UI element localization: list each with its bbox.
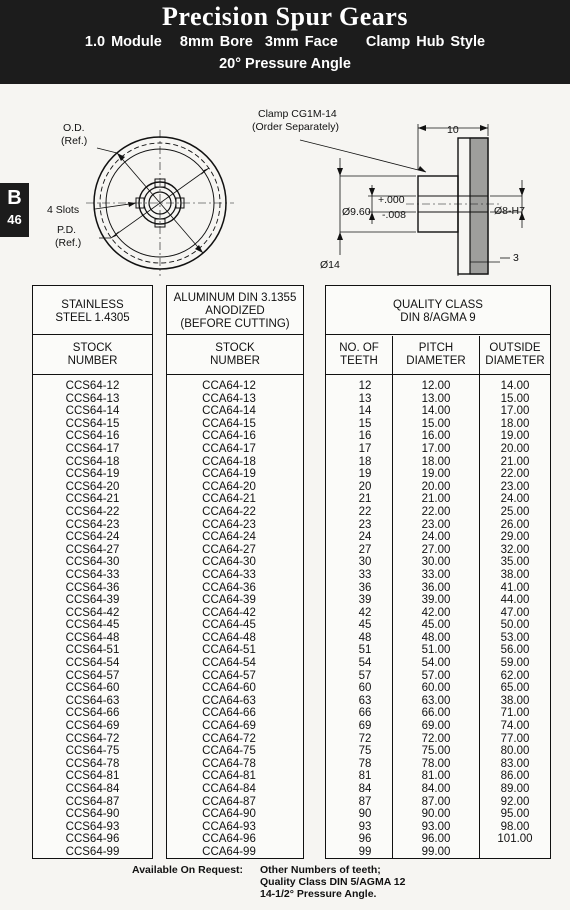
outside-diameter: 83.00 [500, 757, 530, 770]
pitch-diameter: 13.00 [421, 392, 451, 405]
aluminum-stock-number: CCA64-60 [202, 682, 256, 695]
stainless-col-line1: STOCK [72, 342, 113, 354]
stainless-stock-number: CCS64-54 [65, 657, 120, 670]
od-ref-label: (Ref.) [61, 135, 88, 147]
outside-diameter: 89.00 [500, 783, 530, 795]
aluminum-stock-number: CCA64-21 [202, 493, 256, 506]
outside-diameter: 38.00 [500, 568, 530, 581]
outside-diameter: 20.00 [500, 442, 530, 455]
stainless-title-line2: STEEL 1.4305 [55, 312, 130, 324]
outside-diameter: 53.00 [500, 631, 530, 644]
pitch-diameter: 45.00 [421, 619, 451, 632]
pitch-diameter: 78.00 [421, 757, 451, 770]
teeth-count: 72 [358, 732, 372, 745]
teeth-count: 13 [358, 392, 372, 405]
stainless-stock-number: CCS64-13 [65, 392, 120, 405]
pitch-diameter: 24.00 [421, 531, 451, 544]
outside-diameter: 29.00 [500, 531, 530, 544]
stainless-stock-number: CCS64-12 [65, 380, 120, 392]
pitch-diameter: 20.00 [421, 480, 451, 493]
stainless-stock-number: CCS64-45 [65, 619, 120, 632]
outside-diameter: 59.00 [500, 657, 530, 670]
pitch-diameter: 36.00 [421, 581, 451, 594]
aluminum-stock-number: CCA64-87 [202, 795, 256, 808]
aluminum-stock-number: CCA64-39 [202, 594, 256, 607]
side-view [300, 124, 522, 276]
pitch-diameter: 33.00 [421, 568, 451, 581]
aluminum-stock-column [167, 380, 291, 859]
stainless-stock-number: CCS64-75 [65, 745, 120, 758]
teeth-count: 60 [358, 682, 372, 695]
stainless-stock-number: CCS64-60 [65, 682, 120, 695]
teeth-count: 57 [358, 669, 372, 682]
stainless-stock-number: CCS64-27 [65, 543, 120, 556]
outside-diameter: 14.00 [500, 380, 530, 392]
aluminum-stock-number: CCA64-42 [202, 606, 256, 619]
stainless-stock-number: CCS64-96 [65, 833, 120, 846]
teeth-count: 15 [358, 417, 372, 430]
availability-item-2: Quality Class DIN 5/AGMA 12 [260, 876, 406, 888]
teeth-count: 39 [358, 594, 372, 607]
spec-bore: 8mm Bore [179, 34, 253, 50]
clamp-order-label: (Order Separately) [252, 121, 339, 133]
stainless-stock-number: CCS64-84 [65, 783, 120, 795]
teeth-count: 69 [358, 720, 372, 733]
aluminum-stock-number: CCA64-45 [202, 619, 256, 632]
teeth-count: 78 [358, 757, 372, 770]
spec-face: 3mm Face [264, 34, 338, 50]
stainless-stock-number: CCS64-23 [65, 518, 120, 531]
stainless-stock-number: CCS64-18 [65, 455, 120, 468]
stainless-stock-number: CCS64-42 [65, 606, 120, 619]
aluminum-stock-number: CCA64-22 [202, 505, 256, 518]
teeth-count: 30 [358, 556, 372, 569]
pitch-diameter: 42.00 [421, 606, 451, 619]
pitch-diameter: 27.00 [421, 543, 451, 556]
teeth-count: 93 [358, 820, 372, 833]
aluminum-stock-number: CCA64-15 [202, 417, 256, 430]
aluminum-stock-number: CCA64-72 [202, 732, 256, 745]
outside-diameter: 86.00 [500, 770, 530, 783]
stainless-stock-number: CCS64-87 [65, 795, 120, 808]
stainless-stock-number: CCS64-20 [65, 480, 120, 493]
aluminum-stock-number: CCA64-27 [202, 543, 256, 556]
aluminum-stock-number: CCA64-51 [202, 644, 256, 657]
pitch-diameter: 90.00 [421, 808, 451, 821]
teeth-count: 66 [358, 707, 372, 720]
pitch-diameter: 96.00 [421, 833, 451, 846]
stainless-column-header [33, 338, 152, 372]
pitch-column-header [393, 338, 479, 372]
aluminum-stock-number: CCA64-19 [202, 468, 256, 481]
face-dim: 3 [513, 252, 519, 264]
stainless-stock-number: CCS64-14 [65, 405, 120, 418]
aluminum-table [166, 285, 304, 859]
aluminum-stock-number: CCA64-69 [202, 720, 256, 733]
stainless-stock-number: CCS64-72 [65, 732, 120, 745]
pitch-diameter: 69.00 [421, 720, 451, 733]
teeth-count: 23 [358, 518, 372, 531]
stainless-stock-number: CCS64-51 [65, 644, 120, 657]
aluminum-stock-number: CCA64-90 [202, 808, 256, 821]
outside-diameter: 25.00 [500, 505, 530, 518]
stainless-title-line1: STAINLESS [61, 299, 124, 311]
stainless-stock-number: CCS64-15 [65, 417, 120, 430]
teeth-count: 19 [358, 468, 372, 481]
spec-hub: Clamp Hub Style [365, 34, 486, 50]
aluminum-col-line2: NUMBER [210, 355, 260, 367]
gear-drawing [0, 86, 570, 282]
outside-column [480, 380, 550, 846]
availability-item-3: 14-1/2° Pressure Angle. [260, 888, 377, 900]
stainless-stock-number: CCS64-81 [65, 770, 120, 783]
pitch-diameter: 23.00 [421, 518, 451, 531]
aluminum-stock-number: CCA64-63 [202, 694, 256, 707]
aluminum-title-line3: (BEFORE CUTTING) [180, 317, 290, 330]
page-header [0, 0, 570, 84]
aluminum-stock-number: CCA64-12 [202, 380, 256, 392]
stainless-stock-number: CCS64-19 [65, 468, 120, 481]
pitch-diameter: 51.00 [421, 644, 451, 657]
aluminum-stock-number: CCA64-66 [202, 707, 256, 720]
od-label: O.D. [63, 122, 85, 134]
tol-plus: +.000 [378, 194, 405, 206]
aluminum-stock-number: CCA64-54 [202, 657, 256, 670]
pitch-diameter: 18.00 [421, 455, 451, 468]
outside-diameter: 98.00 [500, 820, 530, 833]
aluminum-stock-number: CCA64-18 [202, 455, 256, 468]
section-letter: B [7, 187, 22, 209]
teeth-count: 22 [358, 505, 372, 518]
pitch-diameter: 84.00 [421, 783, 451, 795]
aluminum-stock-number: CCA64-93 [202, 820, 256, 833]
teeth-count: 14 [358, 405, 372, 418]
outside-diameter: 71.00 [500, 707, 530, 720]
stainless-stock-number: CCS64-30 [65, 556, 120, 569]
pitch-diameter: 66.00 [421, 707, 451, 720]
outside-diameter: 26.00 [500, 518, 530, 531]
outside-diameter: 32.00 [500, 543, 530, 556]
pitch-col-line2: DIAMETER [406, 355, 466, 367]
outside-diameter: 18.00 [500, 417, 530, 430]
teeth-count: 54 [358, 657, 372, 670]
stainless-stock-number: CCS64-78 [65, 757, 120, 770]
spec-line-1 [0, 34, 570, 50]
aluminum-stock-number: CCA64-75 [202, 745, 256, 758]
outside-diameter: 74.00 [500, 720, 530, 733]
bore-dim: Ø8-H7 [494, 205, 525, 217]
teeth-col-line1: NO. OF [339, 342, 379, 354]
pitch-col-line1: PITCH [418, 342, 454, 354]
outside-diameter: 44.00 [500, 594, 530, 607]
pitch-diameter: 54.00 [421, 657, 451, 670]
stainless-stock-number: CCS64-57 [65, 669, 120, 682]
availability-item-1: Other Numbers of teeth; [260, 864, 381, 876]
side-view-arrows [337, 125, 525, 240]
teeth-count: 81 [358, 770, 372, 783]
teeth-count: 12 [358, 380, 372, 392]
aluminum-stock-number: CCA64-14 [202, 405, 256, 418]
stainless-col-line2: NUMBER [67, 355, 118, 367]
aluminum-stock-number: CCA64-33 [202, 568, 256, 581]
outside-col-line2: DIAMETER [485, 355, 545, 367]
aluminum-stock-number: CCA64-84 [202, 783, 256, 795]
stainless-stock-number: CCS64-33 [65, 568, 120, 581]
outside-diameter: 62.00 [500, 669, 530, 682]
pitch-diameter: 99.00 [421, 845, 451, 858]
outside-diameter: 23.00 [500, 480, 530, 493]
pitch-diameter: 48.00 [421, 631, 451, 644]
pitch-diameter: 60.00 [421, 682, 451, 695]
teeth-col-line2: TEETH [340, 355, 378, 367]
aluminum-stock-number: CCA64-13 [202, 392, 256, 405]
stainless-stock-number: CCS64-48 [65, 631, 120, 644]
outside-diameter: 65.00 [500, 682, 530, 695]
teeth-count: 75 [358, 745, 372, 758]
page-number: 46 [7, 212, 22, 227]
outside-diameter: 21.00 [500, 455, 530, 468]
aluminum-stock-number: CCA64-16 [202, 430, 256, 443]
aluminum-stock-number: CCA64-81 [202, 770, 256, 783]
stainless-stock-number: CCS64-93 [65, 820, 120, 833]
stainless-stock-number: CCS64-24 [65, 531, 120, 544]
pitch-diameter: 19.00 [421, 468, 451, 481]
aluminum-stock-number: CCA64-30 [202, 556, 256, 569]
outside-column-header [480, 338, 550, 372]
pitch-diameter: 93.00 [421, 820, 451, 833]
outside-diameter: 77.00 [500, 732, 530, 745]
pitch-diameter: 39.00 [421, 594, 451, 607]
pitch-diameter: 21.00 [421, 493, 451, 506]
outside-diameter: 35.00 [500, 556, 530, 569]
teeth-count: 33 [358, 568, 372, 581]
stainless-stock-number: CCS64-21 [65, 493, 120, 506]
outside-diameter: 41.00 [500, 581, 530, 594]
teeth-count: 51 [358, 644, 372, 657]
outside-col-line1: OUTSIDE [489, 342, 541, 354]
aluminum-col-line1: STOCK [215, 342, 255, 354]
hub-outer-dim: Ø14 [320, 259, 340, 271]
pd-label: P.D. [57, 224, 77, 236]
stainless-stock-number: CCS64-39 [65, 594, 120, 607]
slots-label: 4 Slots [47, 204, 80, 216]
outside-diameter: 101.00 [497, 833, 533, 846]
teeth-column-header [326, 338, 392, 372]
teeth-count: 36 [358, 581, 372, 594]
aluminum-stock-number: CCA64-36 [202, 581, 256, 594]
quality-title [326, 292, 550, 332]
teeth-count: 87 [358, 795, 372, 808]
aluminum-stock-number: CCA64-17 [202, 442, 256, 455]
stainless-stock-number: CCS64-17 [65, 442, 120, 455]
teeth-count: 20 [358, 480, 372, 493]
pitch-diameter: 87.00 [421, 795, 451, 808]
teeth-count: 45 [358, 619, 372, 632]
outside-diameter: 22.00 [500, 468, 530, 481]
teeth-count: 99 [358, 845, 372, 858]
pitch-diameter: 75.00 [421, 745, 451, 758]
stainless-stock-number: CCS64-36 [65, 581, 120, 594]
quality-title-line1: QUALITY CLASS [393, 299, 483, 311]
pitch-diameter: 72.00 [421, 732, 451, 745]
aluminum-stock-number: CCA64-23 [202, 518, 256, 531]
teeth-count: 42 [358, 606, 372, 619]
stainless-stock-number: CCS64-90 [65, 808, 120, 821]
teeth-count: 21 [358, 493, 372, 506]
outside-diameter: 38.00 [500, 694, 530, 707]
pd-ref-label: (Ref.) [55, 237, 82, 249]
pitch-diameter: 81.00 [421, 770, 451, 783]
stainless-stock-column [33, 380, 152, 859]
teeth-count: 96 [358, 833, 372, 846]
outside-diameter: 80.00 [500, 745, 530, 758]
aluminum-stock-number: CCA64-96 [202, 833, 256, 846]
aluminum-stock-number: CCA64-78 [202, 757, 256, 770]
outside-diameter: 95.00 [500, 808, 530, 821]
clamp-label: Clamp CG1M-14 [258, 108, 337, 120]
outside-diameter: 24.00 [500, 493, 530, 506]
front-view [86, 130, 234, 276]
stainless-stock-number: CCS64-99 [65, 845, 120, 858]
pitch-diameter: 30.00 [421, 556, 451, 569]
pitch-diameter: 63.00 [421, 694, 451, 707]
aluminum-title-line2: ANODIZED [205, 304, 265, 317]
stainless-table [32, 285, 153, 859]
aluminum-stock-number: CCA64-99 [202, 845, 256, 858]
tol-minus: -.008 [382, 209, 406, 221]
stainless-stock-number: CCS64-69 [65, 720, 120, 733]
hub-dia-dim: Ø9.60 [342, 206, 371, 218]
pitch-diameter: 12.00 [421, 380, 451, 392]
aluminum-stock-number: CCA64-57 [202, 669, 256, 682]
pitch-column [393, 380, 479, 859]
pitch-diameter: 14.00 [421, 405, 451, 418]
aluminum-stock-number: CCA64-48 [202, 631, 256, 644]
stainless-stock-number: CCS64-66 [65, 707, 120, 720]
width-dim: 10 [447, 124, 459, 136]
pitch-diameter: 15.00 [421, 417, 451, 430]
aluminum-stock-number: CCA64-24 [202, 531, 256, 544]
outside-diameter: 19.00 [500, 430, 530, 443]
aluminum-stock-number: CCA64-20 [202, 480, 256, 493]
spec-module: 1.0 Module [84, 34, 162, 50]
teeth-count: 17 [358, 442, 372, 455]
quality-table [325, 285, 551, 859]
stainless-stock-number: CCS64-22 [65, 505, 120, 518]
outside-diameter: 17.00 [500, 405, 530, 418]
availability-items [260, 864, 406, 900]
teeth-count: 18 [358, 455, 372, 468]
aluminum-title-line1: ALUMINUM DIN 3.1355 [173, 291, 297, 304]
stainless-stock-number: CCS64-16 [65, 430, 120, 443]
teeth-count: 24 [358, 531, 372, 544]
outside-diameter: 92.00 [500, 795, 530, 808]
quality-title-line2: DIN 8/AGMA 9 [400, 312, 476, 324]
pitch-diameter: 57.00 [421, 669, 451, 682]
aluminum-column-header [167, 338, 303, 372]
stainless-stock-number: CCS64-63 [65, 694, 120, 707]
availability-label: Available On Request: [132, 864, 244, 876]
outside-diameter: 15.00 [500, 392, 530, 405]
teeth-count: 27 [358, 543, 372, 556]
pitch-diameter: 17.00 [421, 442, 451, 455]
outside-diameter: 56.00 [500, 644, 530, 657]
page-title: Precision Spur Gears [162, 2, 408, 31]
aluminum-title [167, 289, 303, 333]
teeth-count: 84 [358, 783, 372, 795]
teeth-count: 63 [358, 694, 372, 707]
spec-pressure: 20° Pressure Angle [219, 56, 351, 72]
teeth-count: 16 [358, 430, 372, 443]
outside-diameter: 47.00 [500, 606, 530, 619]
teeth-count: 48 [358, 631, 372, 644]
outside-diameter: 50.00 [500, 619, 530, 632]
teeth-count: 90 [358, 808, 372, 821]
pitch-diameter: 16.00 [421, 430, 451, 443]
stainless-title [33, 292, 152, 332]
pitch-diameter: 22.00 [421, 505, 451, 518]
